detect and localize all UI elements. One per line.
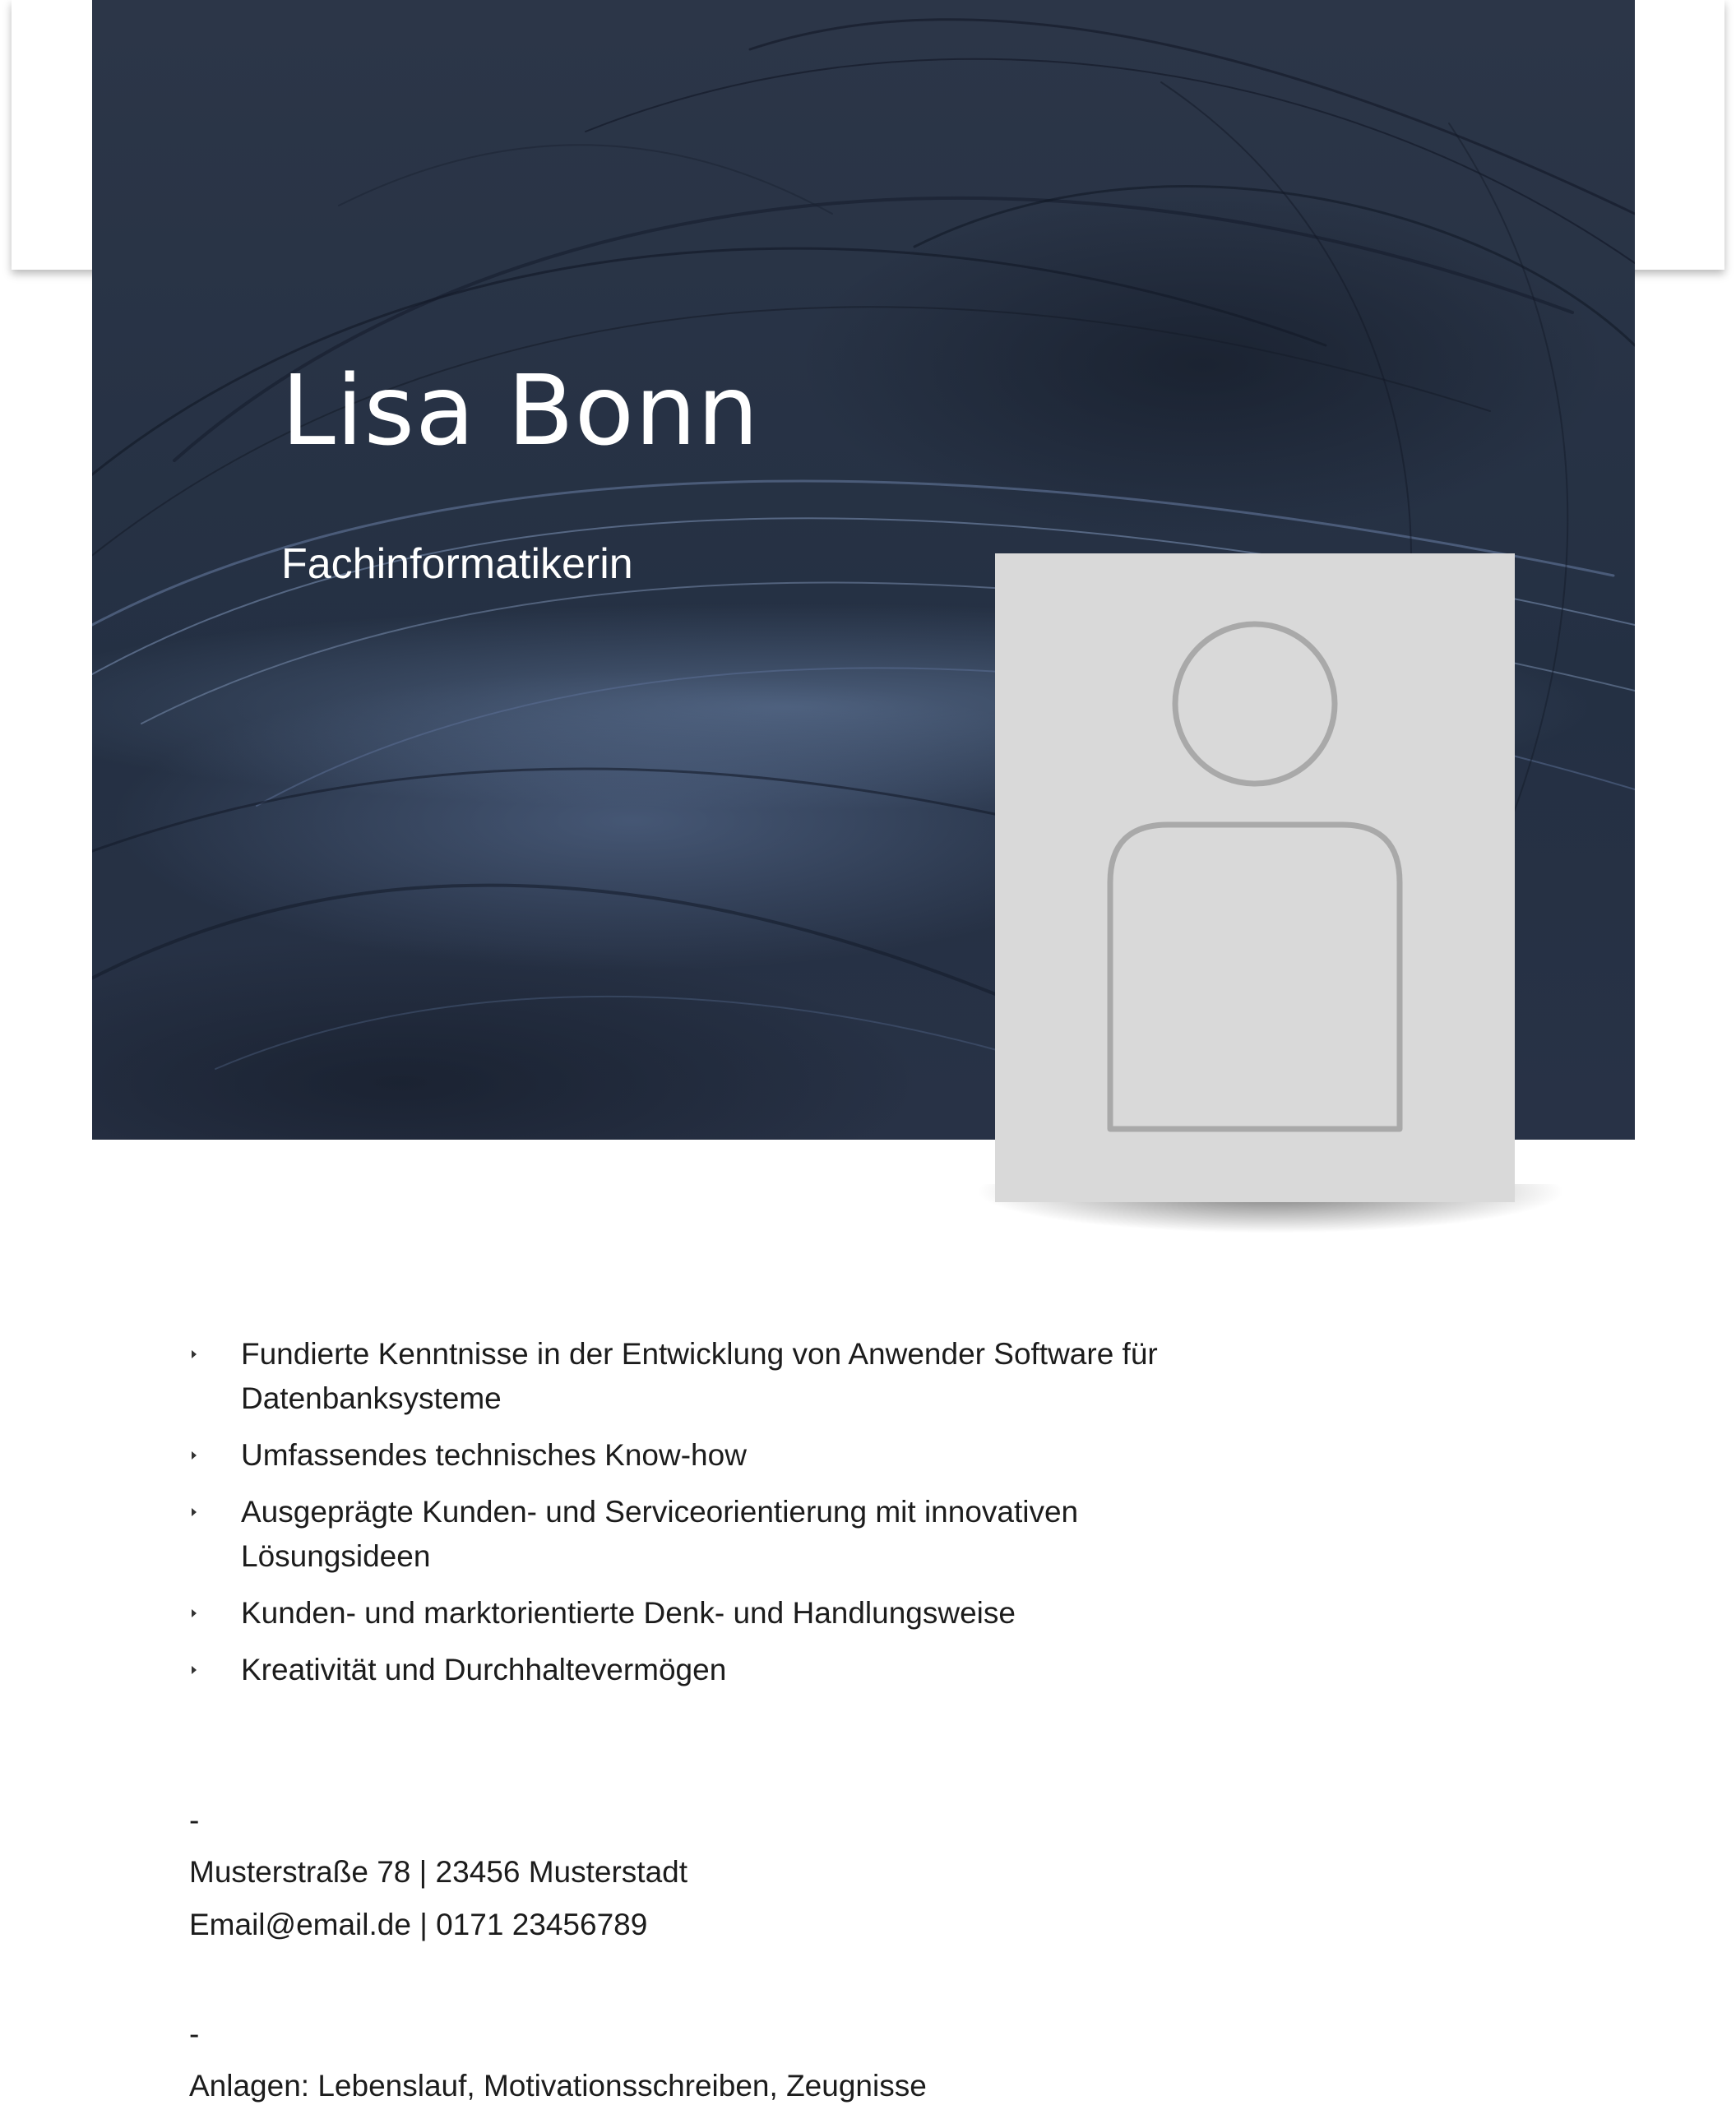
list-item [189,1648,1258,1692]
list-item [189,1332,1258,1421]
qualification-text: Kunden- und marktorientierte Denk- und Handlungsweise [241,1596,1016,1630]
list-item [189,1490,1258,1579]
candidate-name: Lisa Bonn [281,354,760,467]
bullet-arrow-icon [192,1451,197,1460]
bullet-arrow-icon [192,1666,197,1674]
contact-address: Musterstraße 78 | 23456 Musterstadt [189,1855,688,1889]
profile-photo-placeholder[interactable] [995,553,1515,1202]
qualification-text: Umfassendes technisches Know-how [241,1438,747,1472]
bullet-arrow-icon [192,1609,197,1617]
qualification-text: Fundierte Kenntnisse in der Entwicklung von Anwender Software für Datenbanksysteme [241,1337,1158,1415]
bullet-arrow-icon [192,1508,197,1516]
attachments-separator: - [189,2017,200,2051]
attachments-text: Anlagen: Lebenslauf, Motivationsschreiben, Zeugnisse [189,2069,927,2103]
qualification-text: Ausgeprägte Kunden- und Serviceorientierung mit innovativen Lösungsideen [241,1495,1079,1573]
qualification-list [189,1332,1258,1705]
contact-separator: - [189,1803,200,1837]
job-title: Fachinformatikerin [281,540,633,588]
contact-email-phone: Email@email.de | 0171 23456789 [189,1908,648,1941]
list-item [189,1433,1258,1478]
list-item [189,1591,1258,1635]
person-placeholder-icon [995,553,1515,1202]
bullet-arrow-icon [192,1350,197,1358]
qualification-text: Kreativität und Durchhaltevermögen [241,1653,727,1686]
